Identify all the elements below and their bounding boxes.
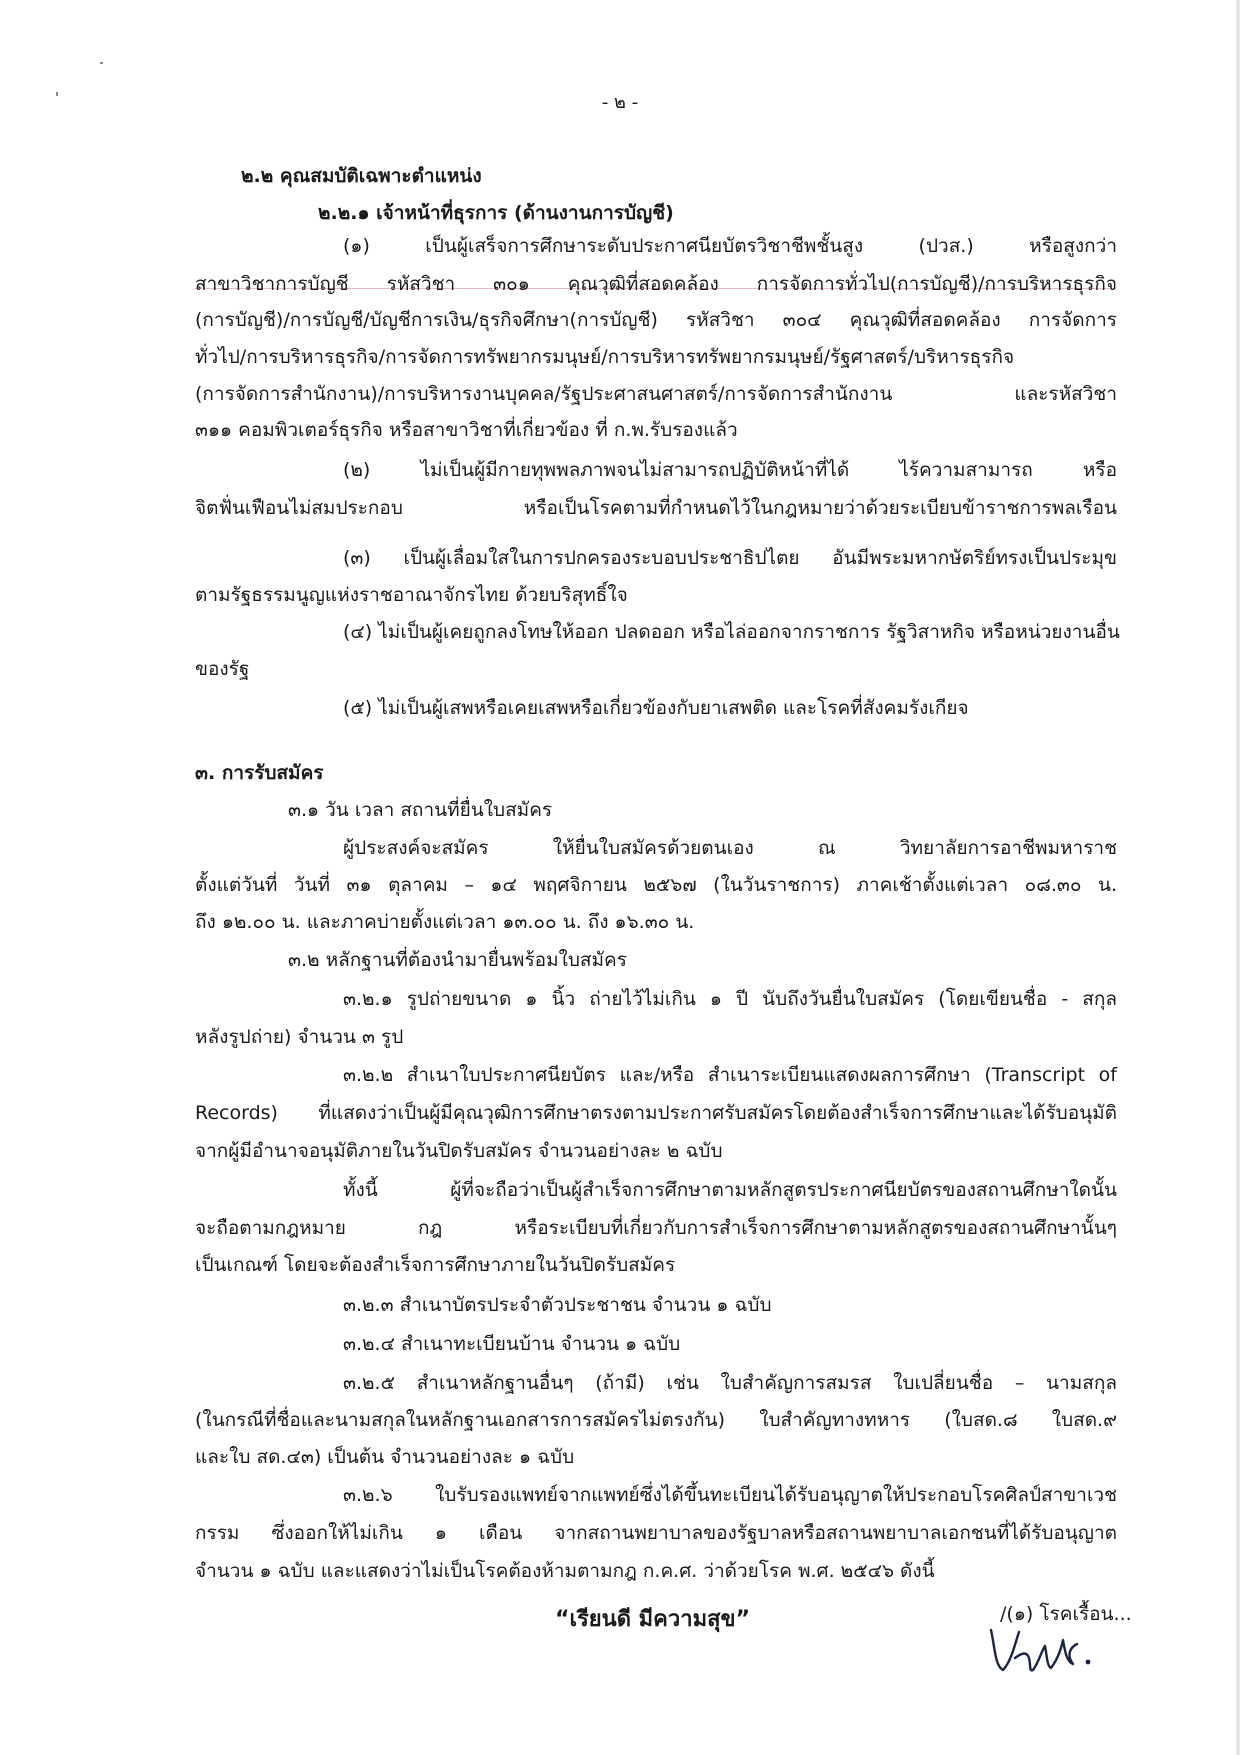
text-line: Records) ที่แสดงว่าเป็นผู้มีคุณวุฒิการศึกษาตรงตามประกาศรับสมัครโดยต้องสำเร็จการศึกษาและได้รับอนุมัติ [195, 1102, 1117, 1124]
text-line: (๓) เป็นผู้เลื่อมใสในการปกครองระบอบประชาธิปไตย อันมีพระมหากษัตริย์ทรงเป็นประมุข [343, 547, 1117, 569]
text-line: (ในกรณีที่ชื่อและนามสกุลในหลักฐานเอกสารการสมัครไม่ตรงกัน) ใบสำคัญทางทหาร (ใบสด.๘ ใบสด.๙ [195, 1409, 1117, 1431]
text-line: เป็นเกณฑ์ โดยจะต้องสำเร็จการศึกษาภายในวันปิดรับสมัคร [195, 1254, 676, 1276]
text-line: ทั้งนี้ ผู้ที่จะถือว่าเป็นผู้สำเร็จการศึกษาตามหลักสูตรประกาศนียบัตรของสถานศึกษาใดนั้น [343, 1179, 1117, 1201]
text-line: ของรัฐ [195, 658, 250, 680]
text-line: และใบ สด.๔๓) เป็นต้น จำนวนอย่างละ ๑ ฉบับ [195, 1446, 575, 1468]
text-line: จากผู้มีอำนาจอนุมัติภายในวันปิดรับสมัคร จำนวนอย่างละ ๒ ฉบับ [195, 1140, 723, 1162]
signature-initials [985, 1622, 1095, 1678]
text-line: ๓.๒.๓ สำเนาบัตรประจำตัวประชาชน จำนวน ๑ ฉบับ [343, 1294, 772, 1316]
text-line: ๓๑๑ คอมพิวเตอร์ธุรกิจ หรือสาขาวิชาที่เกี่ยวข้อง ที่ ก.พ.รับรองแล้ว [195, 419, 738, 441]
text-line: (การบัญชี)/การบัญชี/บัญชีการเงิน/ธุรกิจศึกษา(การบัญชี) รหัสวิชา ๓๐๔ คุณวุฒิที่สอดคล้อง การจัดการ [195, 309, 1117, 331]
text-line: (การจัดการสำนักงาน)/การบริหารงานบุคคล/รัฐประศาสนศาสตร์/การจัดการสำนักงาน และรหัสวิชา [195, 383, 1117, 405]
scan-speck [100, 62, 103, 64]
text-line: ๓.๒.๒ สำเนาใบประกาศนียบัตร และ/หรือ สำเนาระเบียนแสดงผลการศึกษา (Transcript of [343, 1064, 1117, 1086]
page-edge [1236, 0, 1240, 1755]
school-motto: “เรียนดี มีความสุข” [555, 1607, 751, 1632]
text-line: กรรม ซึ่งออกให้ไม่เกิน ๑ เดือน จากสถานพยาบาลของรัฐบาลหรือสถานพยาบาลเอกชนที่ได้รับอนุญาต [195, 1522, 1117, 1544]
text-line: ทั่วไป/การบริหารธุรกิจ/การจัดการทรัพยากรมนุษย์/การบริหารทรัพยากรมนุษย์/รัฐศาสตร์/บริหารธุรกิจ [195, 346, 1015, 368]
text-line: จำนวน ๑ ฉบับ และแสดงว่าไม่เป็นโรคต้องห้ามตามกฎ ก.ค.ศ. ว่าด้วยโรค พ.ศ. ๒๕๔๖ ดังนี้ [195, 1560, 935, 1582]
page-number: - ๒ - [601, 92, 639, 113]
text-line: ๓.๒.๕ สำเนาหลักฐานอื่นๆ (ถ้ามี) เช่น ใบสำคัญการสมรส ใบเปลี่ยนชื่อ – นามสกุล [343, 1372, 1117, 1394]
section-heading: ๒.๒ คุณสมบัติเฉพาะตำแหน่ง [241, 165, 482, 187]
text-line: ๓.๒.๔ สำเนาทะเบียนบ้าน จำนวน ๑ ฉบับ [343, 1333, 681, 1355]
text-line: จิตฟั่นเฟือนไม่สมประกอบ หรือเป็นโรคตามที่กำหนดไว้ในกฎหมายว่าด้วยระเบียบข้าราชการพลเรือน [195, 497, 1117, 519]
section-heading: ๓. การรับสมัคร [195, 762, 324, 784]
subsection-heading: ๓.๒ หลักฐานที่ต้องนำมายื่นพร้อมใบสมัคร [288, 949, 627, 971]
text-line: ๓.๒.๑ รูปถ่ายขนาด ๑ นิ้ว ถ่ายไว้ไม่เกิน ๑ ปี นับถึงวันยื่นใบสมัคร (โดยเขียนชื่อ - สกุล [343, 988, 1117, 1010]
subsection-heading: ๒.๒.๑ เจ้าหน้าที่ธุรการ (ด้านงานการบัญชี) [318, 202, 674, 224]
continuation-note: /(๑) โรคเรื้อน... [1000, 1603, 1132, 1625]
text-line: สาขาวิชาการบัญชี รหัสวิชา ๓๐๑ คุณวุฒิที่สอดคล้อง การจัดการทั่วไป(การบัญชี)/การบริหารธุรกิจ [195, 273, 1117, 295]
text-line: (๑) เป็นผู้เสร็จการศึกษาระดับประกาศนียบัตรวิชาชีพชั้นสูง (ปวส.) หรือสูงกว่า [343, 235, 1117, 257]
text-line: ถึง ๑๒.๐๐ น. และภาคบ่ายตั้งแต่เวลา ๑๓.๐๐ น. ถึง ๑๖.๓๐ น. [195, 911, 695, 933]
subsection-heading: ๓.๑ วัน เวลา สถานที่ยื่นใบสมัคร [288, 799, 553, 821]
text-line: (๕) ไม่เป็นผู้เสพหรือเคยเสพหรือเกี่ยวข้องกับยาเสพติด และโรคที่สังคมรังเกียจ [343, 697, 969, 719]
text-line: (๔) ไม่เป็นผู้เคยถูกลงโทษให้ออก ปลดออก หรือไล่ออกจากราชการ รัฐวิสาหกิจ หรือหน่วยงานอื่น [343, 621, 1120, 643]
text-line: (๒) ไม่เป็นผู้มีกายทุพพลภาพจนไม่สามารถปฏิบัติหน้าที่ได้ ไร้ความสามารถ หรือ [343, 459, 1117, 481]
text-line: ตั้งแต่วันที่ วันที่ ๓๑ ตุลาคม – ๑๔ พฤศจิกายน ๒๕๖๗ (ในวันราชการ) ภาคเช้าตั้งแต่เวลา ๐๘.๓๐ น. [195, 874, 1117, 896]
text-line: ๓.๒.๖ ใบรับรองแพทย์จากแพทย์ซึ่งได้ขึ้นทะเบียนได้รับอนุญาตให้ประกอบโรคศิลป์สาขาเวช [343, 1484, 1117, 1506]
text-line: หลังรูปถ่าย) จำนวน ๓ รูป [195, 1026, 404, 1048]
text-line: จะถือตามกฎหมาย กฎ หรือระเบียบที่เกี่ยวกับการสำเร็จการศึกษาตามหลักสูตรของสถานศึกษานั้นๆ [195, 1217, 1117, 1239]
text-line: ผู้ประสงค์จะสมัคร ให้ยื่นใบสมัครด้วยตนเอง ณ วิทยาลัยการอาชีพมหาราช [343, 837, 1117, 859]
text-line: ตามรัฐธรรมนูญแห่งราชอาณาจักรไทย ด้วยบริสุทธิ์ใจ [195, 584, 628, 606]
